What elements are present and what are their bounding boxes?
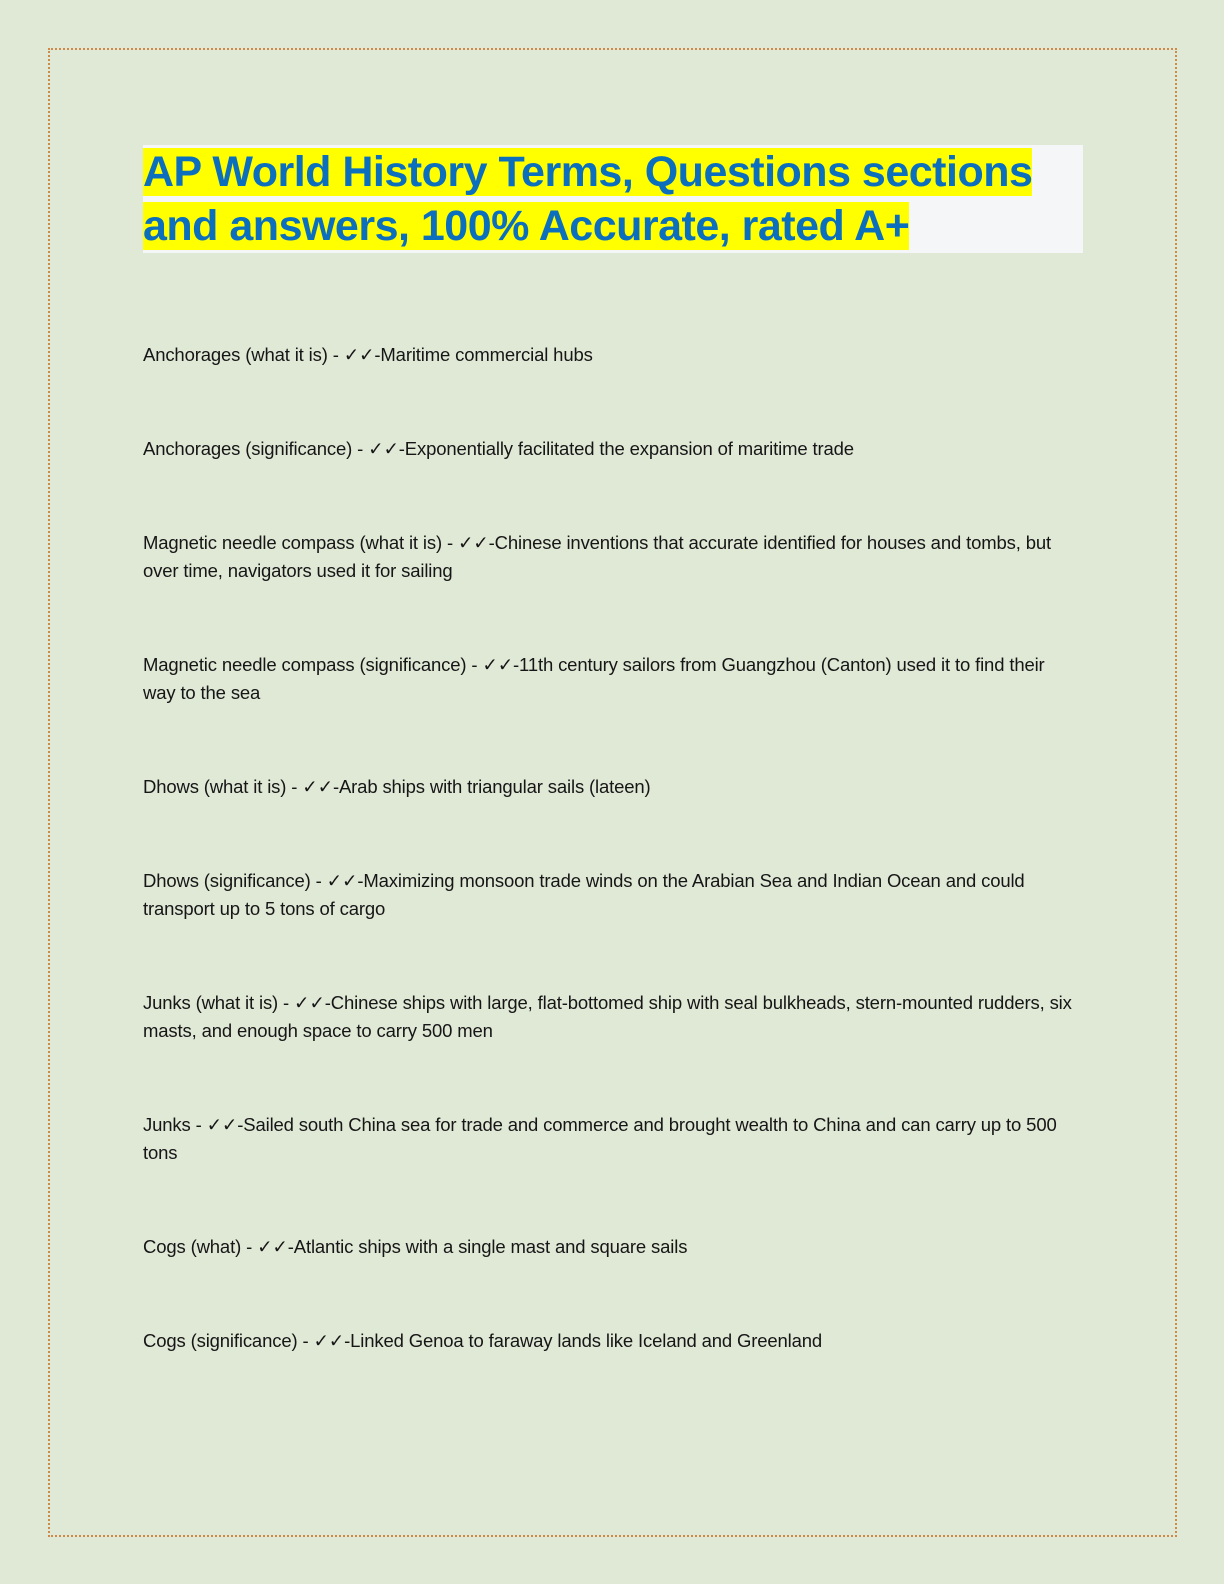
qa-paragraph: Magnetic needle compass (what it is) - ✓✓-Chinese inventions that accurate identified for houses and tombs, but over time, navigators used it for sailing: [143, 532, 1051, 581]
document-title: [143, 145, 1083, 253]
qa-paragraph: Anchorages (significance) - ✓✓-Exponentially facilitated the expansion of maritime trade: [143, 438, 854, 459]
qa-paragraph: Dhows (significance) - ✓✓-Maximizing monsoon trade winds on the Arabian Sea and Indian Ocean and could transport up to 5 tons of cargo: [143, 870, 1025, 919]
page-content: [143, 145, 1083, 1421]
qa-list: [143, 341, 1078, 1355]
qa-paragraph: Cogs (significance) - ✓✓-Linked Genoa to faraway lands like Iceland and Greenland: [143, 1330, 823, 1351]
qa-paragraph: Junks (what it is) - ✓✓-Chinese ships with large, flat-bottomed ship with seal bulkheads, stern-mounted rudders, six masts, and enough space to carry 500 men: [143, 992, 1072, 1041]
qa-paragraph: Cogs (what) - ✓✓-Atlantic ships with a single mast and square sails: [143, 1236, 688, 1257]
qa-paragraph: Anchorages (what it is) - ✓✓-Maritime commercial hubs: [143, 344, 593, 365]
qa-paragraph: Junks - ✓✓-Sailed south China sea for trade and commerce and brought wealth to China and can carry up to 500 tons: [143, 1114, 1057, 1163]
title-highlight: AP World History Terms, Questions sections and answers, 100% Accurate, rated A+: [143, 148, 1033, 250]
title-block: [143, 145, 1083, 253]
qa-paragraph: Magnetic needle compass (significance) - ✓✓-11th century sailors from Guangzhou (Canton) used it to find their way to the sea: [143, 654, 1045, 703]
qa-paragraph: Dhows (what it is) - ✓✓-Arab ships with triangular sails (lateen): [143, 776, 651, 797]
